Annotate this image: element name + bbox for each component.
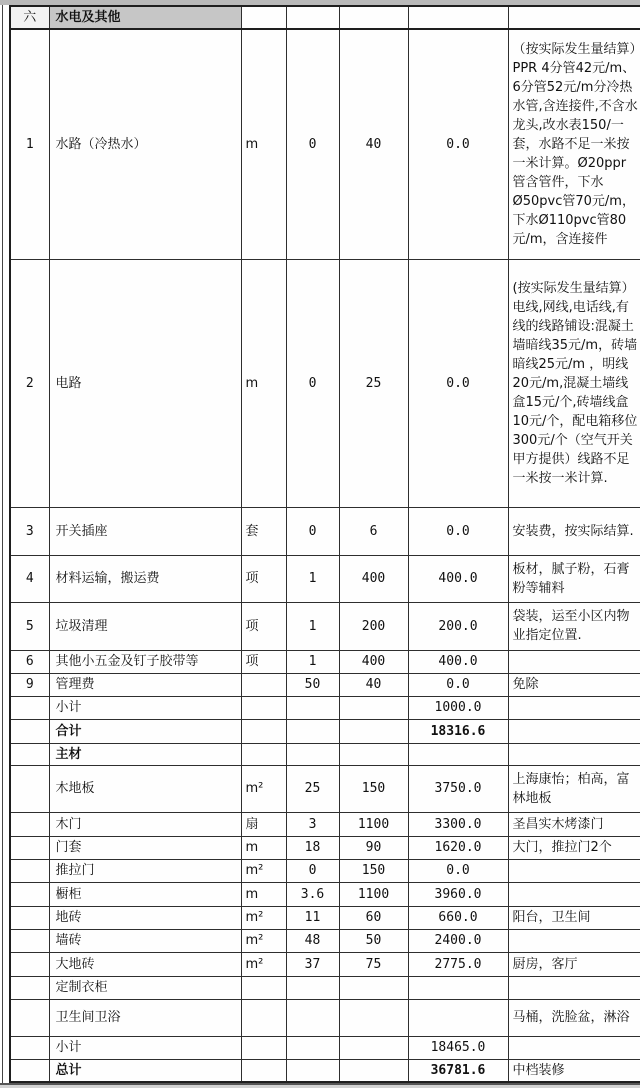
cell-no bbox=[10, 1059, 49, 1082]
cell-total bbox=[408, 999, 508, 1036]
cell-unit: m bbox=[241, 836, 286, 859]
cell-note bbox=[508, 696, 640, 719]
cell-item: 木门 bbox=[49, 812, 241, 836]
cell-price: 150 bbox=[339, 765, 408, 812]
table-row bbox=[10, 929, 640, 952]
cell-price bbox=[339, 696, 408, 719]
cell-unit: 扇 bbox=[241, 812, 286, 836]
cell-unit: m bbox=[241, 29, 286, 259]
cell-qty: 50 bbox=[286, 673, 339, 696]
cell-note: 大门，推拉门2个 bbox=[508, 836, 640, 859]
cell-unit: 套 bbox=[241, 507, 286, 555]
cell-price: 150 bbox=[339, 859, 408, 882]
cell-no: 4 bbox=[10, 555, 49, 602]
cell-item: 卫生间卫浴 bbox=[49, 999, 241, 1036]
cell-unit: m bbox=[241, 882, 286, 906]
table-row bbox=[10, 602, 640, 650]
cell-item: 地砖 bbox=[49, 906, 241, 929]
cell-qty bbox=[286, 719, 339, 743]
cell-qty bbox=[286, 743, 339, 765]
cell-no bbox=[10, 952, 49, 976]
cell-total: 400.0 bbox=[408, 650, 508, 673]
cell-unit bbox=[241, 1036, 286, 1059]
cell-note bbox=[508, 743, 640, 765]
cell-item: 合计 bbox=[49, 719, 241, 743]
cell-note bbox=[508, 1036, 640, 1059]
cell-price bbox=[339, 976, 408, 999]
cell-total: 3300.0 bbox=[408, 812, 508, 836]
cell-price: 400 bbox=[339, 555, 408, 602]
cell-item: 定制衣柜 bbox=[49, 976, 241, 999]
cell-price bbox=[339, 1036, 408, 1059]
section-header-row bbox=[10, 6, 640, 29]
cell-item: 总计 bbox=[49, 1059, 241, 1082]
cell-qty bbox=[286, 1059, 339, 1082]
cell-item: 大地砖 bbox=[49, 952, 241, 976]
cell-unit: m² bbox=[241, 765, 286, 812]
table-row bbox=[10, 507, 640, 555]
table-row bbox=[10, 673, 640, 696]
cell-qty bbox=[286, 976, 339, 999]
cell-qty: 0 bbox=[286, 507, 339, 555]
cell-item: 管理费 bbox=[49, 673, 241, 696]
cell-no bbox=[10, 929, 49, 952]
cell-qty bbox=[286, 696, 339, 719]
cell-total: 2775.0 bbox=[408, 952, 508, 976]
cell-no bbox=[10, 696, 49, 719]
cell-no: 2 bbox=[10, 259, 49, 507]
table-row bbox=[10, 259, 640, 507]
cell-item: 推拉门 bbox=[49, 859, 241, 882]
empty-header-cell bbox=[408, 6, 508, 29]
table-row bbox=[10, 29, 640, 259]
cell-qty: 3 bbox=[286, 812, 339, 836]
cell-no bbox=[10, 812, 49, 836]
cell-total: 0.0 bbox=[408, 673, 508, 696]
cell-qty bbox=[286, 999, 339, 1036]
cell-unit bbox=[241, 976, 286, 999]
cell-qty: 48 bbox=[286, 929, 339, 952]
cell-price: 1100 bbox=[339, 882, 408, 906]
cell-unit bbox=[241, 673, 286, 696]
empty-header-cell bbox=[241, 6, 286, 29]
cell-price bbox=[339, 719, 408, 743]
cell-item: 材料运输，搬运费 bbox=[49, 555, 241, 602]
cell-note bbox=[508, 719, 640, 743]
cell-no: 6 bbox=[10, 650, 49, 673]
cell-total: 0.0 bbox=[408, 507, 508, 555]
cell-total: 0.0 bbox=[408, 259, 508, 507]
cell-note bbox=[508, 976, 640, 999]
cell-unit: 项 bbox=[241, 602, 286, 650]
cell-note: 中档装修 bbox=[508, 1059, 640, 1082]
section-index-cell: 六 bbox=[10, 6, 49, 29]
table-row bbox=[10, 719, 640, 743]
cell-total: 1000.0 bbox=[408, 696, 508, 719]
cell-note: 阳台，卫生间 bbox=[508, 906, 640, 929]
cell-unit: 项 bbox=[241, 555, 286, 602]
cell-note: (按实际发生量结算）电线,网线,电话线,有线的线路铺设:混凝土墙暗线35元/m，砖墙暗线25元/m ，明线20元/m,混凝土墙线盒15元/个,砖墙线盒10元/个，配电箱移位300元/个（空气开关甲方提供）线路不足一米按一米计算. bbox=[508, 259, 640, 507]
cell-unit bbox=[241, 696, 286, 719]
cell-item: 垃圾清理 bbox=[49, 602, 241, 650]
cell-no bbox=[10, 1036, 49, 1059]
table-row bbox=[10, 696, 640, 719]
cell-price bbox=[339, 1059, 408, 1082]
table-row bbox=[10, 952, 640, 976]
cell-qty: 0 bbox=[286, 859, 339, 882]
cell-no: 3 bbox=[10, 507, 49, 555]
cell-no bbox=[10, 743, 49, 765]
cell-qty: 25 bbox=[286, 765, 339, 812]
cell-unit bbox=[241, 1059, 286, 1082]
cell-note bbox=[508, 650, 640, 673]
cell-item: 主材 bbox=[49, 743, 241, 765]
cell-price: 50 bbox=[339, 929, 408, 952]
table-row bbox=[10, 976, 640, 999]
cell-total bbox=[408, 976, 508, 999]
cell-note bbox=[508, 859, 640, 882]
cell-note bbox=[508, 929, 640, 952]
cell-unit bbox=[241, 719, 286, 743]
estimate-table bbox=[9, 5, 640, 1083]
cell-total: 36781.6 bbox=[408, 1059, 508, 1082]
cell-item: 其他小五金及钉子胶带等 bbox=[49, 650, 241, 673]
cell-qty: 1 bbox=[286, 602, 339, 650]
cell-price: 40 bbox=[339, 673, 408, 696]
cell-qty: 0 bbox=[286, 259, 339, 507]
cell-total: 2400.0 bbox=[408, 929, 508, 952]
cell-no bbox=[10, 765, 49, 812]
cell-qty: 1 bbox=[286, 555, 339, 602]
cell-item: 橱柜 bbox=[49, 882, 241, 906]
cell-note: 上海康怡；柏高，富林地板 bbox=[508, 765, 640, 812]
cell-price: 6 bbox=[339, 507, 408, 555]
cell-no bbox=[10, 859, 49, 882]
table-row bbox=[10, 743, 640, 765]
cell-price: 60 bbox=[339, 906, 408, 929]
cell-total: 18316.6 bbox=[408, 719, 508, 743]
cell-note: 板材，腻子粉，石膏粉等辅料 bbox=[508, 555, 640, 602]
cell-unit: m² bbox=[241, 906, 286, 929]
cell-price: 75 bbox=[339, 952, 408, 976]
table-row bbox=[10, 859, 640, 882]
cell-no bbox=[10, 719, 49, 743]
cell-price: 400 bbox=[339, 650, 408, 673]
cell-qty: 3.6 bbox=[286, 882, 339, 906]
cell-total: 0.0 bbox=[408, 29, 508, 259]
cell-note: 圣昌实木烤漆门 bbox=[508, 812, 640, 836]
cell-item: 小计 bbox=[49, 1036, 241, 1059]
cell-qty: 11 bbox=[286, 906, 339, 929]
cell-no bbox=[10, 999, 49, 1036]
cell-total: 400.0 bbox=[408, 555, 508, 602]
cell-price bbox=[339, 743, 408, 765]
empty-header-cell bbox=[339, 6, 408, 29]
table-row bbox=[10, 812, 640, 836]
cell-price: 25 bbox=[339, 259, 408, 507]
table-row bbox=[10, 650, 640, 673]
cell-unit bbox=[241, 743, 286, 765]
cell-no bbox=[10, 836, 49, 859]
table-row bbox=[10, 765, 640, 812]
cell-no bbox=[10, 906, 49, 929]
cell-no: 9 bbox=[10, 673, 49, 696]
cell-total: 18465.0 bbox=[408, 1036, 508, 1059]
cell-unit: m bbox=[241, 259, 286, 507]
empty-header-cell bbox=[508, 6, 640, 29]
cell-unit: m² bbox=[241, 929, 286, 952]
cell-total: 3750.0 bbox=[408, 765, 508, 812]
cell-qty: 37 bbox=[286, 952, 339, 976]
empty-header-cell bbox=[286, 6, 339, 29]
cell-total: 200.0 bbox=[408, 602, 508, 650]
cell-total: 3960.0 bbox=[408, 882, 508, 906]
table-row bbox=[10, 906, 640, 929]
cell-no bbox=[10, 976, 49, 999]
cell-item: 水路（冷热水） bbox=[49, 29, 241, 259]
cell-unit: 项 bbox=[241, 650, 286, 673]
cell-unit: m² bbox=[241, 952, 286, 976]
table-row bbox=[10, 882, 640, 906]
cell-item: 墙砖 bbox=[49, 929, 241, 952]
cell-price: 1100 bbox=[339, 812, 408, 836]
cell-total: 1620.0 bbox=[408, 836, 508, 859]
cell-note bbox=[508, 882, 640, 906]
cell-note: 马桶，洗脸盆，淋浴 bbox=[508, 999, 640, 1036]
table-row bbox=[10, 836, 640, 859]
cell-price: 40 bbox=[339, 29, 408, 259]
sheet-wrapper bbox=[2, 5, 640, 1083]
cell-no bbox=[10, 882, 49, 906]
table-row bbox=[10, 1059, 640, 1082]
section-title-cell: 水电及其他 bbox=[49, 6, 241, 29]
cell-note: 厨房，客厅 bbox=[508, 952, 640, 976]
cell-note: 安装费，按实际结算. bbox=[508, 507, 640, 555]
cell-item: 木地板 bbox=[49, 765, 241, 812]
cell-price: 90 bbox=[339, 836, 408, 859]
cell-total: 0.0 bbox=[408, 859, 508, 882]
cell-item: 开关插座 bbox=[49, 507, 241, 555]
cell-price bbox=[339, 999, 408, 1036]
cell-price: 200 bbox=[339, 602, 408, 650]
cell-no: 1 bbox=[10, 29, 49, 259]
table-row bbox=[10, 555, 640, 602]
cell-unit: m² bbox=[241, 859, 286, 882]
table-body bbox=[10, 6, 640, 1082]
cell-no: 5 bbox=[10, 602, 49, 650]
cell-qty: 18 bbox=[286, 836, 339, 859]
cell-item: 小计 bbox=[49, 696, 241, 719]
cell-unit bbox=[241, 999, 286, 1036]
cell-note: 袋装，运至小区内物业指定位置. bbox=[508, 602, 640, 650]
cell-note: 免除 bbox=[508, 673, 640, 696]
cell-item: 门套 bbox=[49, 836, 241, 859]
cell-qty bbox=[286, 1036, 339, 1059]
cell-total: 660.0 bbox=[408, 906, 508, 929]
table-row bbox=[10, 999, 640, 1036]
cell-note: （按实际发生量结算）PPR 4分管42元/m、6分管52元/m分冷热水管,含连接件,不含水龙头,改水表150/一套，水路不足一米按一米计算。Ø20ppr管含管件，下水Ø50pvc管70元/m，下水Ø110pvc管80元/m，含连接件 bbox=[508, 29, 640, 259]
cell-item: 电路 bbox=[49, 259, 241, 507]
cell-qty: 0 bbox=[286, 29, 339, 259]
cell-total bbox=[408, 743, 508, 765]
table-row bbox=[10, 1036, 640, 1059]
cell-qty: 1 bbox=[286, 650, 339, 673]
